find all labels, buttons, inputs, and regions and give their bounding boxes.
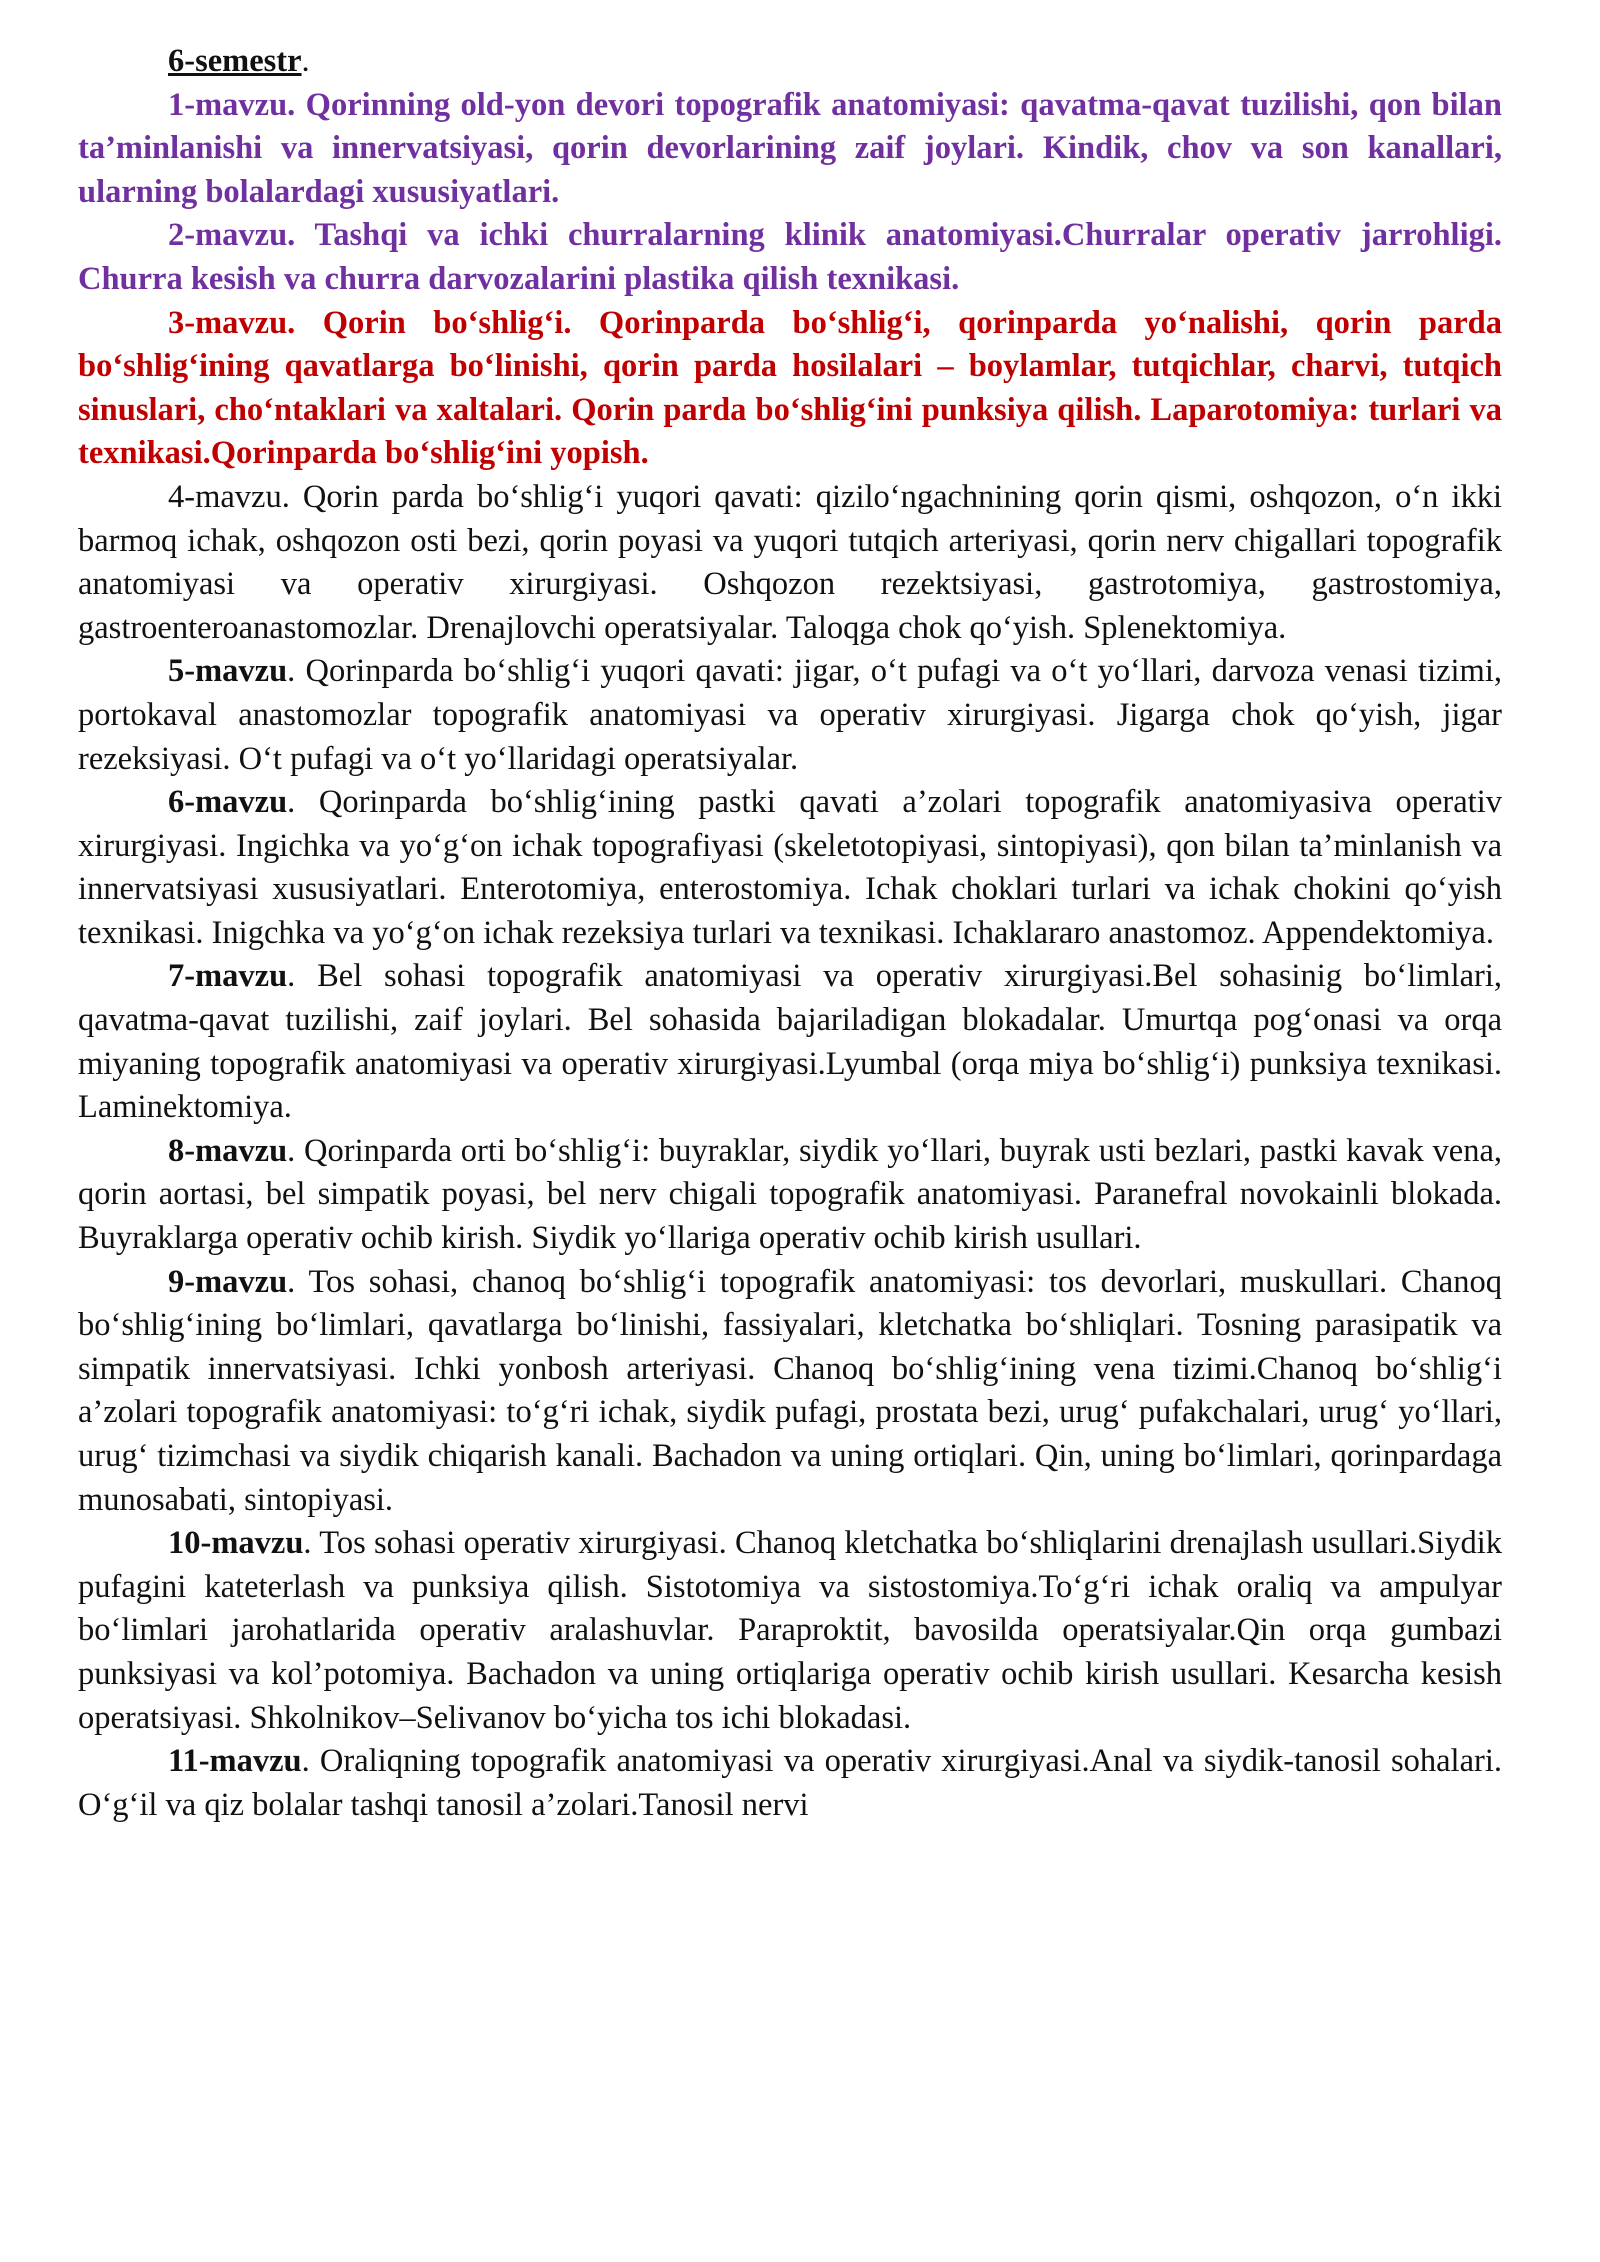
topic-number: 3-mavzu.	[168, 304, 296, 341]
topic-paragraph	[78, 84, 1502, 215]
topic-number: 4-mavzu.	[168, 478, 290, 515]
topic-text: . Tos sohasi operativ xirurgiyasi. Chanoq kletchatka bo‘shliqlarini drenajlash usullari.Siydik pufagini kateterlash va punksiya qilish. Sistotomiya va sistostomiya.To‘g‘ri ichak oraliq va ampulyar bo‘limlari jarohatlarida operativ aralashuvlar. Paraproktit, bavosilda operatsiyalar.Qin orqa gumbazi punksiyasi va kol’potomiya. Bachadon va uning ortiqlariga operativ ochib kirish usullari. Kesarcha kesish operatsiyasi. Shkolnikov–Selivanov bo‘yicha tos ichi blokadasi.	[78, 1525, 1502, 1736]
topic-number: 6-mavzu	[168, 784, 288, 821]
topic-number: 2-mavzu.	[168, 217, 296, 254]
topic-text: . Qorinparda orti bo‘shlig‘i: buyraklar, siydik yo‘llari, buyrak usti bezlari, pastki kavak vena, qorin aortasi, bel simpatik poyasi, bel nerv chigali topografik anatomiyasi. Paranefral novokainli blokada. Buyraklarga operativ ochib kirish. Siydik yo‘llariga operativ ochib kirish usullari.	[78, 1132, 1502, 1257]
topic-paragraph	[78, 781, 1502, 955]
topic-text: Tashqi va ichki churralarning klinik anatomiyasi.Churralar operativ jarrohligi. Churra kesish va churra darvozalarini plastika qilish texnikasi.	[78, 217, 1502, 297]
topic-number: 7-mavzu	[168, 958, 288, 995]
topic-text: . Qorinparda bo‘shlig‘i yuqori qavati: jigar, o‘t pufagi va o‘t yo‘llari, darvoza venasi tizimi, portokaval anastomozlar topografik anatomiyasi va operativ xirurgiyasi. Jigarga chok qo‘yish, jigar rezeksiyasi. O‘t pufagi va o‘t yo‘llaridagi operatsiyalar.	[78, 653, 1502, 777]
topic-paragraph	[78, 214, 1502, 301]
topic-paragraph	[78, 650, 1502, 781]
topic-number: 10-mavzu	[168, 1525, 304, 1562]
topic-paragraph	[78, 1130, 1502, 1261]
topic-text: . Oraliqning topografik anatomiyasi va operativ xirurgiyasi.Anal va siydik-tanosil sohalari. O‘g‘il va qiz bolalar tashqi tanosil a’zolari.Tanosil nervi	[78, 1743, 1502, 1823]
topic-paragraph	[78, 302, 1502, 476]
topic-text: . Tos sohasi, chanoq bo‘shlig‘i topografik anatomiyasi: tos devorlari, muskullari. Chanoq bo‘shlig‘ining bo‘limlari, qavatlarga bo‘linishi, fassiyalari, kletchatka bo‘shliqlari. Tosning parasipatik va simpatik innervatsiyasi. Ichki yonbosh arteriyasi. Chanoq bo‘shlig‘ining vena tizimi.Chanoq bo‘shlig‘i a’zolari topografik anatomiyasi: to‘g‘ri ichak, siydik pufagi, prostata bezi, urug‘ pufakchalari, urug‘ yo‘llari, urug‘ tizimchasi va siydik chiqarish kanali. Bachadon va uning ortiqlari. Qin, uning bo‘limlari, qorinpardaga munosabati, sintopiyasi.	[78, 1263, 1502, 1518]
topic-paragraph	[78, 1740, 1502, 1827]
topic-number: 9-mavzu	[168, 1263, 288, 1300]
topic-text: Qorin parda bo‘shlig‘i yuqori qavati: qizilo‘ngachnining qorin qismi, oshqozon, o‘n ikki barmoq ichak, oshqozon osti bezi, qorin poyasi va yuqori tutqich arteriyasi, qorin nerv chigallari topografik anatomiyasi va operativ xirurgiyasi. Oshqozon rezektsiyasi, gastrotomiya, gastrostomiya, gastroenteroanastomozlar. Drenajlovchi operatsiyalar. Taloqga chok qo‘yish. Splenektomiya.	[78, 478, 1502, 646]
topic-text: Qorin bo‘shlig‘i. Qorinparda bo‘shlig‘i, qorinparda yo‘nalishi, qorin parda bo‘shlig‘ining qavatlarga bo‘linishi, qorin parda hosilalari – boylamlar, tutqichlar, charvi, tutqich sinuslari, cho‘ntaklari va xaltalari. Qorin parda bo‘shlig‘ini punksiya qilish. Laparotomiya: turlari va texnikasi.Qorinparda bo‘shlig‘ini yopish.	[78, 304, 1502, 472]
topic-text: Qorinning old-yon devori topografik anatomiyasi: qavatma-qavat tuzilishi, qon bilan ta’minlanishi va innervatsiyasi, qorin devorlarining zaif joylari. Kindik, chov va son kanallari, ularning bolalardagi xususiyatlari.	[78, 86, 1502, 210]
semester-heading: 6-semestr.	[168, 43, 310, 79]
topic-paragraph	[78, 476, 1502, 650]
topic-number: 11-mavzu	[168, 1743, 302, 1780]
topic-number: 1-mavzu.	[168, 86, 296, 123]
topic-paragraph	[78, 1261, 1502, 1523]
topic-number: 5-mavzu	[168, 653, 288, 690]
topic-paragraph	[78, 1522, 1502, 1740]
topic-number: 8-mavzu	[168, 1132, 288, 1169]
topic-text: . Bel sohasi topografik anatomiyasi va operativ xirurgiyasi.Bel sohasinig bo‘limlari, qavatma-qavat tuzilishi, zaif joylari. Bel sohasida bajariladigan blokadalar. Umurtqa pog‘onasi va orqa miyaning topografik anatomiyasi va operativ xirurgiyasi.Lyumbal (orqa miya bo‘shlig‘i) punksiya texnikasi. Laminektomiya.	[78, 958, 1502, 1126]
topic-text: . Qorinparda bo‘shlig‘ining pastki qavati a’zolari topografik anatomiyasiva operativ xirurgiyasi. Ingichka va yo‘g‘on ichak topografiyasi (skeletotopiyasi, sintopiyasi), qon bilan ta’minlanish va innervatsiyasi xususiyatlari. Enterotomiya, enterostomiya. Ichak choklari turlari va ichak chokini qo‘yish texnikasi. Inigchka va yo‘g‘on ichak rezeksiya turlari va texnikasi. Ichaklararo anastomoz. Appendektomiya.	[78, 784, 1502, 951]
topic-paragraph	[78, 955, 1502, 1129]
